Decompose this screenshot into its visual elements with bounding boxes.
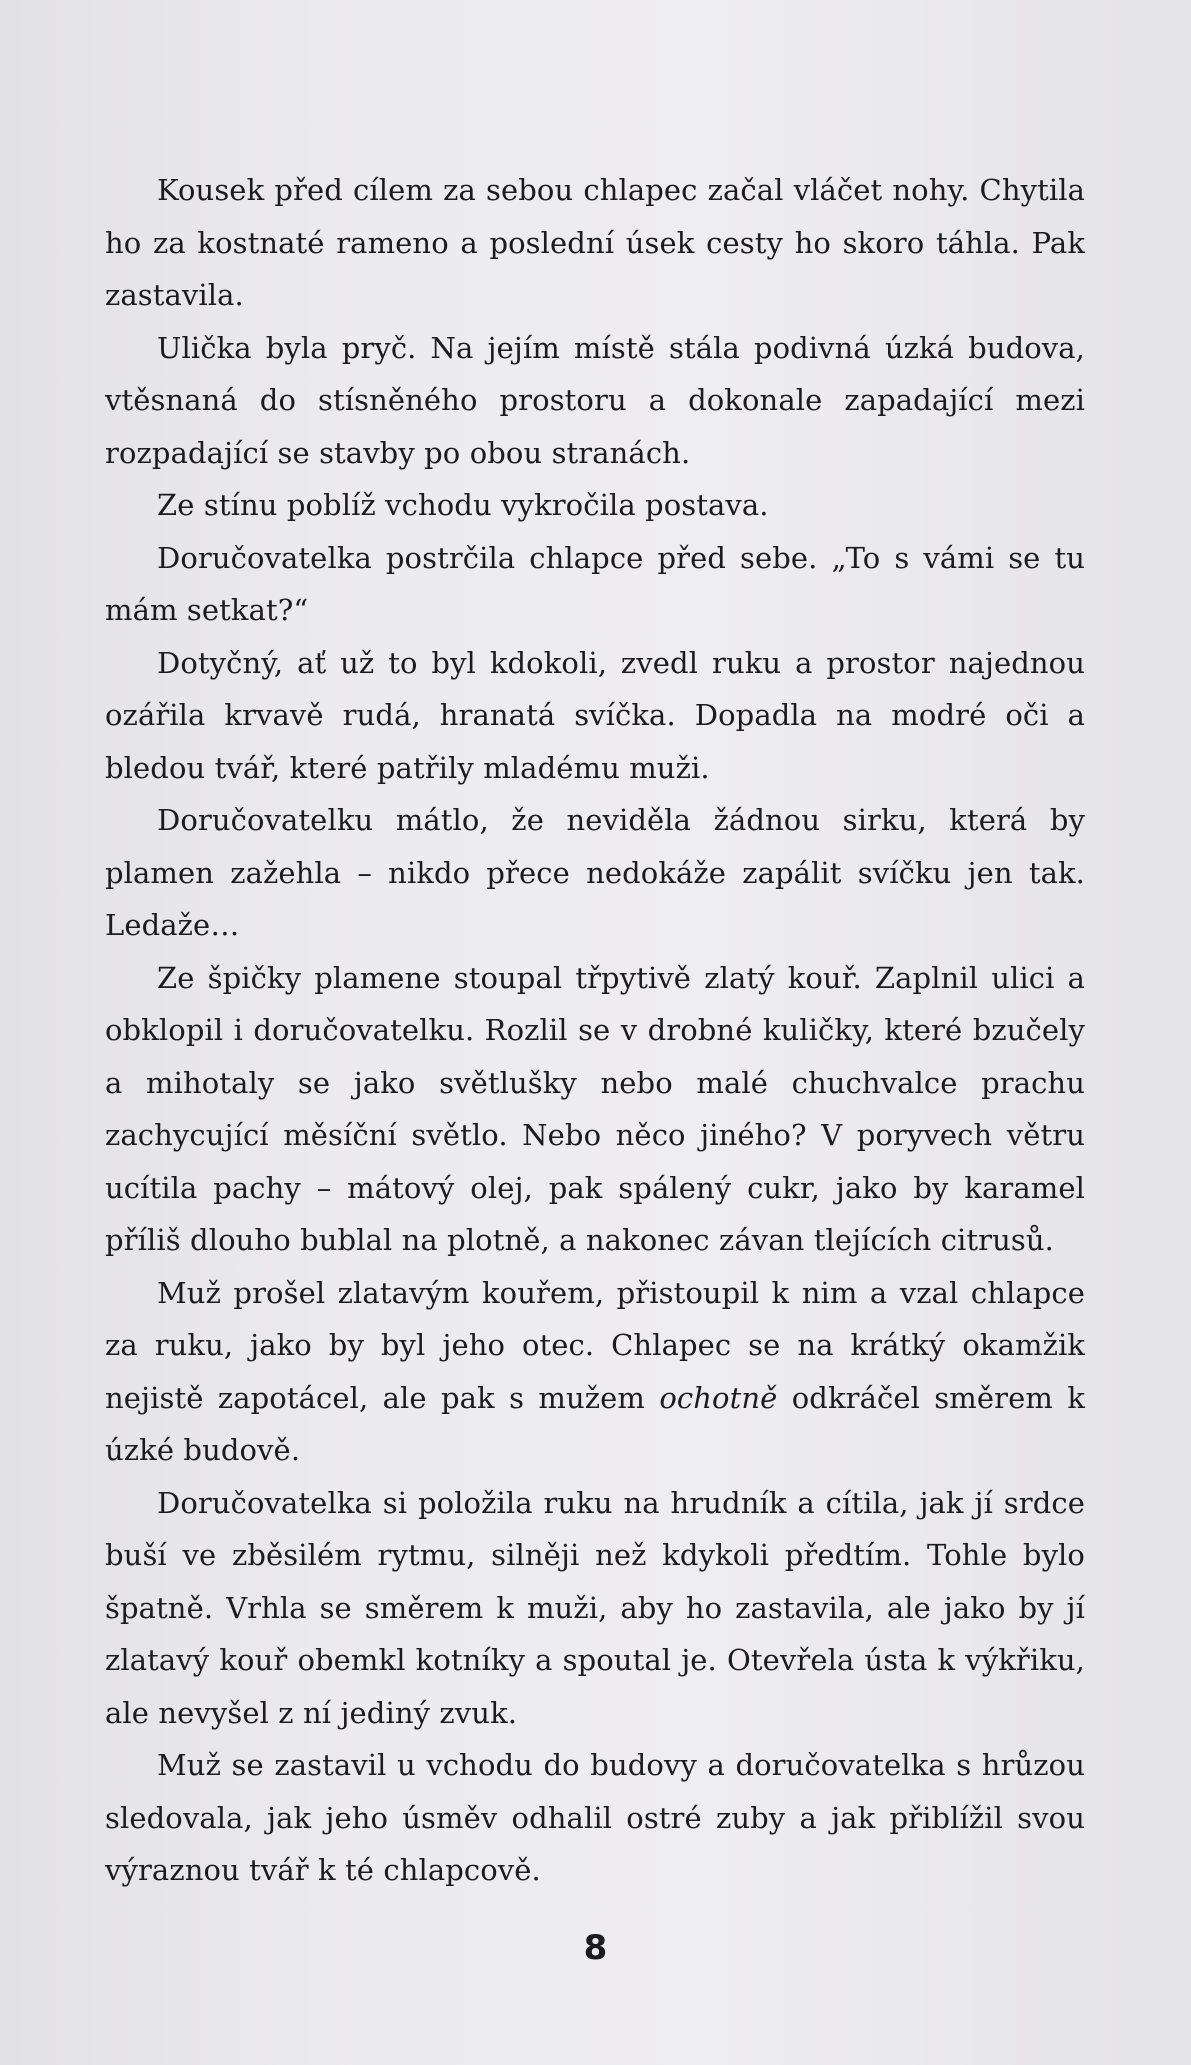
paragraph: Doručovatelka si položila ruku na hrudník a cítila, jak jí srdce buší ve zběsilém rytmu, silněji než kdykoli předtím. Tohle bylo špatně. Vrhla se směrem k muži, aby ho zastavila, ale jako by jí zlatavý kouř obemkl kotníky a spoutal je. Otevřela ústa k výkřiku, ale nevyšel z ní jediný zvuk. bbox=[105, 1485, 1085, 1730]
paragraph-text: odkráčel směrem k úzké budově. bbox=[105, 1380, 1085, 1467]
page-number: 8 bbox=[583, 1928, 608, 1968]
italic-word: ochotně bbox=[659, 1380, 778, 1415]
paragraph: Ulička byla pryč. Na jejím místě stála podivná úzká budova, vtěsnaná do stísněného prostoru a dokonale zapadající mezi rozpadající se stavby po obou stranách. bbox=[105, 330, 1085, 470]
paragraph: Kousek před cílem za sebou chlapec začal vláčet nohy. Chytila ho za kostnaté rameno a poslední úsek cesty ho skoro táhla. Pak zastavila. bbox=[105, 173, 1085, 312]
paragraph-text: Muž prošel zlatavým kouřem, přistoupil k nim a vzal chlapce za ruku, jako by byl jeho otec. Chlapec se na krátký okamžik nejistě zapotácel, ale pak s mužem bbox=[105, 1275, 1085, 1415]
paragraph: Dotyčný, ať už to byl kdokoli, zvedl ruku a prostor najednou ozářila krvavě rudá, hranatá svíčka. Dopadla na modré oči a bledou tvář, které patřily mladému muži. bbox=[105, 645, 1085, 785]
paragraph: Ze špičky plamene stoupal třpytivě zlatý kouř. Zaplnil ulici a obklopil i doručovatelku. Rozlil se v drobné kuličky, které bzučely a mihotaly se jako světlušky nebo malé chuchvalce prachu zachycující měsíční světlo. Nebo něco jiného? V poryvech větru ucítila pachy – mátový olej, pak spálený cukr, jako by karamel příliš dlouho bublal na plotně, a nakonec závan tlejících citrusů. bbox=[105, 960, 1085, 1257]
body-text bbox=[105, 164, 1085, 1897]
paragraph: Ze stínu poblíž vchodu vykročila postava. bbox=[157, 488, 769, 522]
paragraph: Doručovatelku mátlo, že neviděla žádnou sirku, která by plamen zažehla – nikdo přece nedokáže zapálit svíčku jen tak. Ledaže… bbox=[105, 803, 1085, 942]
paragraph: Doručovatelka postrčila chlapce před sebe. „To s vámi se tu mám setkat?“ bbox=[105, 540, 1085, 627]
paragraph bbox=[105, 1267, 1085, 1477]
paragraph: Muž se zastavil u vchodu do budovy a doručovatelka s hrůzou sledovala, jak jeho úsměv odhalil ostré zuby a jak přiblížil svou výraznou tvář k té chlapcově. bbox=[105, 1748, 1085, 1887]
